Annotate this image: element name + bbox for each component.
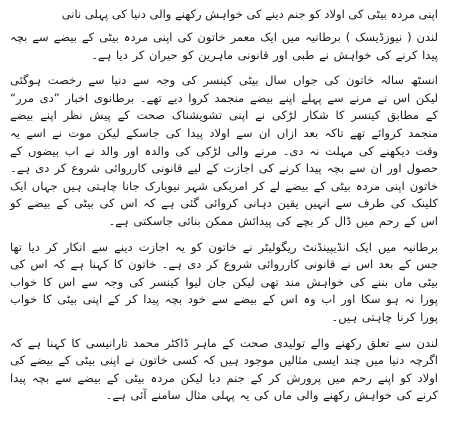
article-paragraph-intro: لندن ( نیوزڈیسک ) برطانیہ میں ایک معمر خاتون کی اپنی مردہ بیٹی کے بیضے سے بچہ پیدا کرنے کی خواہش نے طبی اور قانونی ماہرین کو حیران کر دیا ہے۔ [10, 30, 438, 62]
article-paragraph-expert: لندن سے تعلق رکھنے والے تولیدی صحت کے ماہر ڈاکٹر محمد تارانیسی کا کہنا ہے کہ اگرچہ دنیا میں چند ایسی مثالیں موجود ہیں کہ کسی خاتون نے اپنی بیٹی کے بیضے کی اولاد کو اپنے رحم میں پرورش کر کے جنم دیا لیکن مردہ بیٹی کے بیضے سے بچہ پیدا کرنے کی خواہش رکھنے والی ماں کی یہ پہلی مثال سامنے آئی ہے۔ [10, 335, 438, 403]
article-title: اپنی مردہ بیٹی کی اولاد کو جنم دینے کی خواہش رکھنے والی دنیا کی پہلی نانی [61, 7, 438, 21]
article-paragraph-background: انسٹھ سالہ خاتون کی جواں سال بیٹی کینسر کی وجہ سے دنیا سے رخصت ہوگئی لیکن اس نے مرنے سے پہلے اپنے بیضے منجمد کروا دیے تھے۔ برطانوی اخبار ”دی مرر“ کے مطابق کینسر کا شکار لڑکی نے اپنی تشویشناک صحت کے پیش نظر اپنے بیضے منجمد کروائے تھے تاکہ بعد ازاں ان سے اولاد پیدا کی جاسکے لیکن موت نے اسے یہ وقت دیکھنے کی مہلت نہ دی۔ مرنے والی لڑکی کی والدہ اور والد نے اب بیضوں کے حصول اور ان سے بچہ پیدا کرنے کی اجازت کے لیے قانونی کارروائی شروع کر دی ہے۔ خاتون اپنی مردہ بیٹی کے بیضے لے کر امریکی شہر نیویارک جانا چاہتی ہیں جہاں ایک کلینک کی طرف سے انہیں یقین دہانی کروائی گئی ہے کہ اس کی بیٹی کے بیضے کو اس کے رحم میں ڈال کر بچے کی پیدائش ممکن بنائی جاسکتی ہے۔ [10, 73, 438, 228]
article-paragraph-legal: برطانیہ میں ایک انڈیپینڈنٹ ریگولیٹر نے خاتون کو یہ اجازت دینے سے انکار کر دیا تھا جس کے بعد اس نے قانونی کارروائی شروع کر دی ہے۔ خاتون کا کہنا ہے کہ اس کی بیٹی ماں بننے کی خواہش مند تھی لیکن جان لیوا کینسر کی وجہ سے اس کا خواب پورا نہ ہو سکا اور اب وہ اس کے بیضے سے خود بچہ پیدا کر کے اپنی بیٹی کا خواب پورا کرنا چاہتی ہیں۔ [10, 239, 438, 324]
